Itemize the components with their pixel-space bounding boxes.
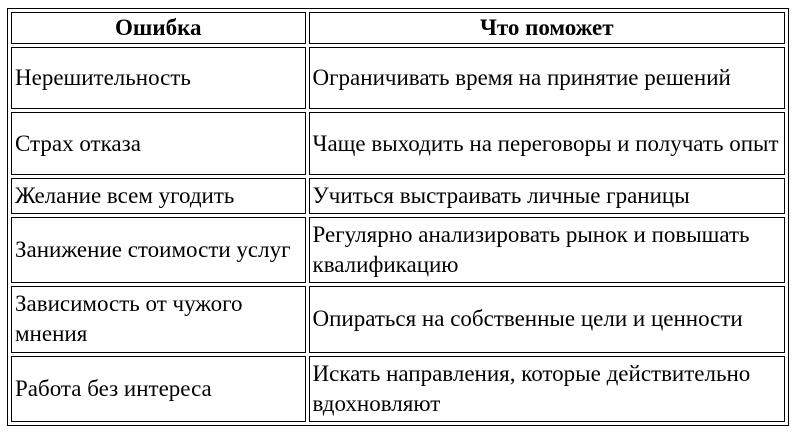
mistake-cell: Желание всем угодить [11,178,306,214]
mistake-cell: Работа без интереса [11,356,306,422]
help-cell: Ограничивать время на принятие решений [309,47,785,109]
table-row [11,356,785,422]
table-row [11,286,785,352]
help-cell: Опираться на собственные цели и ценности [309,286,785,352]
help-cell: Чаще выходить на переговоры и получать опыт [309,112,785,174]
mistake-cell: Страх отказа [11,112,306,174]
mistakes-table [7,8,789,426]
mistake-cell: Зависимость от чужого мнения [11,286,306,352]
table-row [11,112,785,174]
table-row [11,178,785,214]
help-cell: Учиться выстраивать личные границы [309,178,785,214]
header-help: Что поможет [309,12,785,44]
mistake-cell: Занижение стоимости услуг [11,217,306,283]
header-mistake: Ошибка [11,12,306,44]
table-row [11,47,785,109]
mistake-cell: Нерешительность [11,47,306,109]
table-row [11,217,785,283]
help-cell: Искать направления, которые действительно вдохновляют [309,356,785,422]
help-cell: Регулярно анализировать рынок и повышать квалификацию [309,217,785,283]
table-header-row [11,12,785,44]
